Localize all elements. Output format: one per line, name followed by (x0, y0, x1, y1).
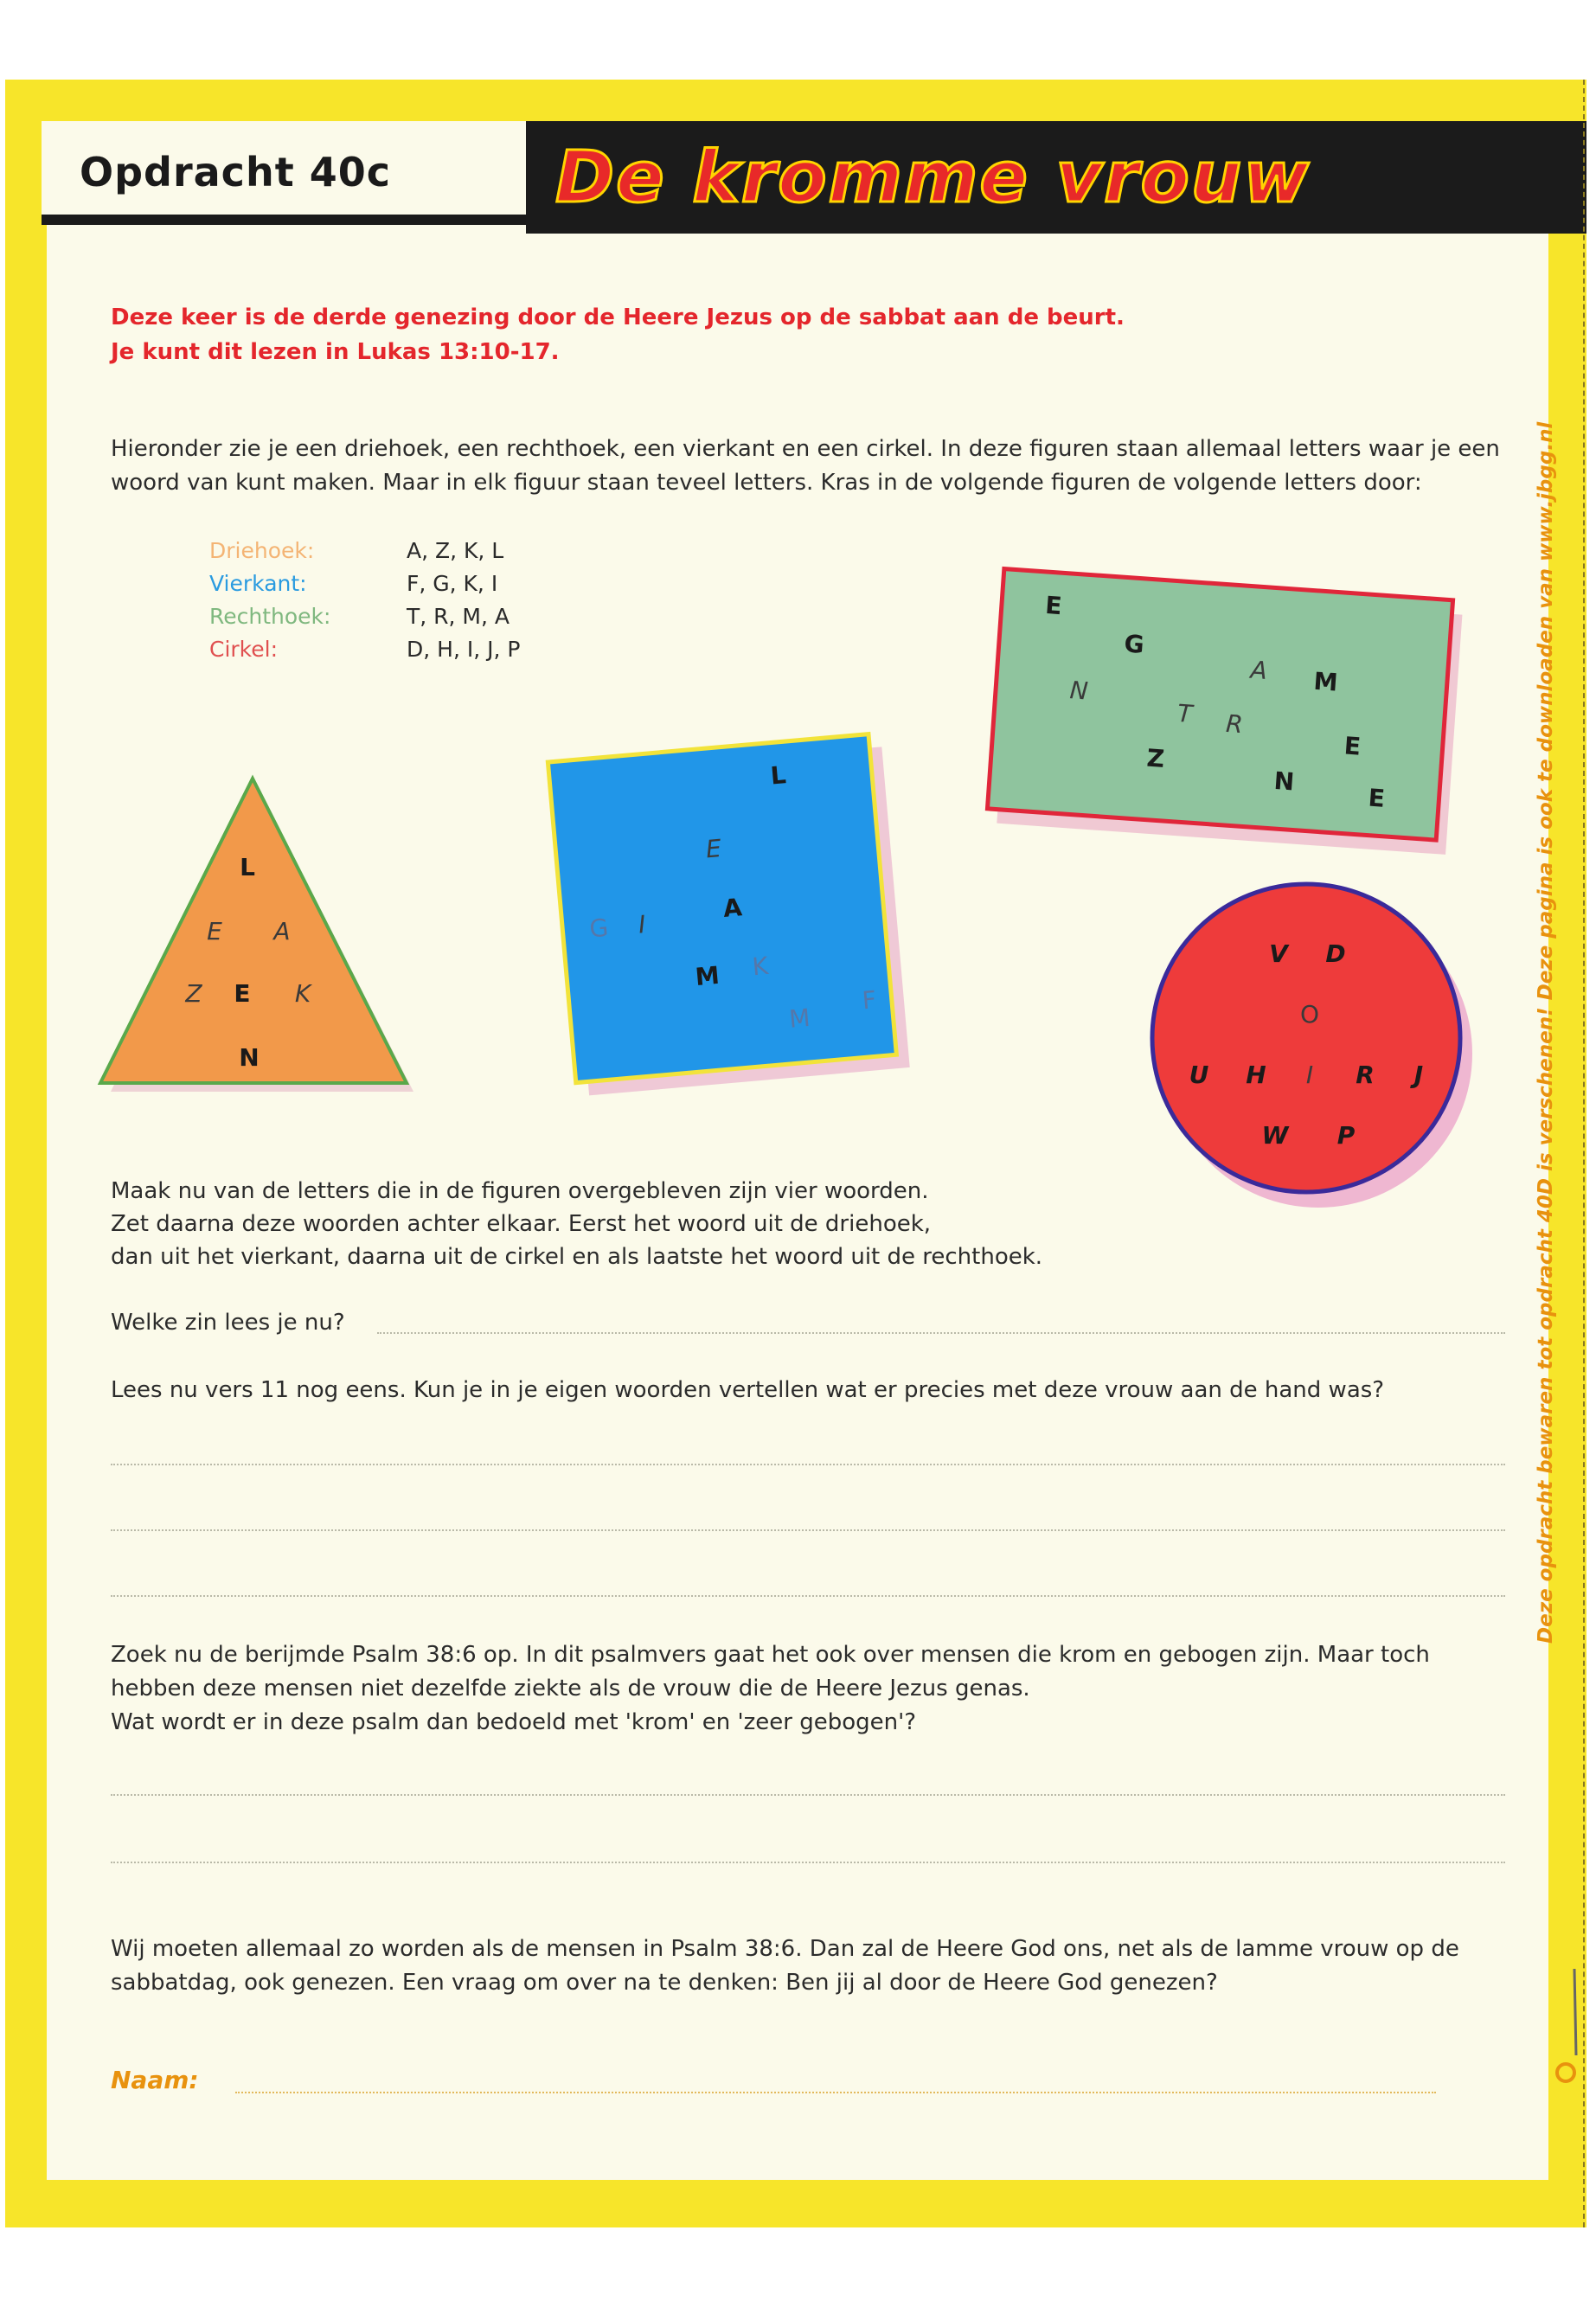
question-3-line-3: Wat wordt er in deze psalm dan bedoeld met 'krom' en 'zeer gebogen'? (111, 1709, 917, 1735)
question-2: Lees nu vers 11 nog eens. Kun je in je eigen woorden vertellen wat er precies met deze vrouw aan de hand was? (111, 1377, 1385, 1403)
circle-letter: O (1299, 1000, 1320, 1029)
answer-line-1[interactable] (377, 1332, 1505, 1334)
triangle-letter: E (234, 979, 251, 1008)
question-3-line-1: Zoek nu de berijmde Psalm 38:6 op. In dit psalmvers gaat het ook over mensen die krom en gebogen zijn. Maar toch (111, 1642, 1430, 1668)
task-text (111, 1175, 1042, 1273)
circle-letter: R (1356, 1061, 1375, 1089)
task-line-2: Zet daarna deze woorden achter elkaar. Eerst het woord uit de driehoek, (111, 1211, 932, 1237)
triangle-letter: L (240, 853, 255, 881)
question-1: Welke zin lees je nu? (111, 1310, 345, 1336)
rectangle-letter: T (1176, 698, 1194, 729)
square-letter: I (637, 909, 647, 939)
circle-letter: P (1336, 1121, 1356, 1150)
answer-line-3b[interactable] (111, 1862, 1505, 1863)
key-letters-circle: D, H, I, J, P (407, 637, 521, 662)
instructions-line-1: Hieronder zie je een driehoek, een rechthoek, een vierkant en een cirkel. In deze figuren staan allemaal letters waar je een (111, 436, 1500, 462)
answer-line-2a[interactable] (111, 1464, 1505, 1465)
rectangle-shape (986, 569, 1463, 855)
key-letters-rectangle: T, R, M, A (407, 604, 510, 629)
square-letter: F (861, 985, 878, 1016)
circle-letter: I (1305, 1061, 1314, 1089)
rectangle-letter: E (1044, 590, 1063, 621)
rectangle-letter: M (1312, 666, 1339, 697)
key-shape-triangle: Driehoek: (209, 538, 315, 563)
name-label: Naam: (111, 2066, 199, 2094)
closing-line-1: Wij moeten allemaal zo worden als de mensen in Psalm 38:6. Dan zal de Heere God ons, net als de lamme vrouw op de (111, 1936, 1459, 1962)
circle-letter: D (1325, 939, 1346, 968)
key-shape-square: Vierkant: (209, 571, 307, 596)
triangle-letter: K (294, 979, 311, 1008)
circle-letter: U (1189, 1061, 1209, 1089)
task-line-1: Maak nu van de letters die in de figuren overgebleven zijn vier woorden. (111, 1178, 929, 1204)
circle-letter: W (1261, 1121, 1289, 1150)
rectangle-letter: A (1249, 655, 1269, 685)
rectangle-letter: G (1123, 629, 1145, 659)
rectangle-letter: R (1225, 708, 1244, 740)
name-field[interactable] (235, 2092, 1436, 2093)
rectangle-letter: E (1343, 731, 1362, 761)
task-line-3: dan uit het vierkant, daarna uit de cirkel en als laatste het woord uit de rechthoek. (111, 1244, 1043, 1270)
instructions-line-2: woord van kunt maken. Maar in elk figuur staan teveel letters. Kras in de volgende figuren de volgende letters door: (111, 470, 1422, 496)
cut-line (1583, 80, 1585, 2227)
closing-text (111, 1932, 1459, 2000)
triangle-letter: E (207, 917, 222, 945)
square-shape (548, 733, 909, 1096)
square-letter: G (588, 913, 610, 944)
intro-line-2: Je kunt dit lezen in Lukas 13:10-17. (111, 339, 560, 365)
key-letters-square: F, G, K, I (407, 571, 498, 596)
rectangle-letter: N (1272, 766, 1296, 797)
intro-line-1: Deze keer is de derde genezing door de Heere Jezus op de sabbat aan de beurt. (111, 304, 1125, 330)
question-3 (111, 1638, 1430, 1740)
circle-letter: H (1246, 1061, 1266, 1089)
side-note: Deze opdracht bewaren tot opdracht 40D is verschenen! Deze pagina is ook te downloaden van www.jbgg.nl (1535, 421, 1557, 1644)
square-letter: L (769, 760, 788, 791)
closing-line-2: sabbatdag, ook genezen. Een vraag om over na te denken: Ben jij al door de Heere God genezen? (111, 1970, 1218, 1996)
page-title: De kromme vrouw (555, 137, 1311, 219)
triangle-shape (100, 779, 413, 1092)
triangle-letter: Z (185, 979, 202, 1008)
circle-shape (1152, 884, 1472, 1208)
triangle-letter: A (273, 917, 291, 945)
assignment-number: Opdracht 40c (80, 149, 391, 195)
circle-letter: J (1413, 1061, 1424, 1089)
triangle-letter: N (239, 1043, 260, 1072)
answer-line-2b[interactable] (111, 1529, 1505, 1531)
key-shape-rectangle: Rechthoek: (209, 604, 331, 629)
square-letter: M (694, 960, 721, 992)
rectangle-letter: Z (1145, 743, 1166, 773)
answer-line-3a[interactable] (111, 1794, 1505, 1796)
square-letter: K (751, 951, 770, 982)
rectangle-letter: E (1367, 783, 1387, 813)
square-letter: E (704, 834, 723, 864)
circle-letter: V (1269, 939, 1288, 968)
square-letter: M (787, 1003, 811, 1034)
key-letters-triangle: A, Z, K, L (407, 538, 504, 563)
key-shape-circle: Cirkel: (209, 637, 279, 662)
scissors-icon (1552, 1969, 1586, 2090)
question-3-line-2: hebben deze mensen niet dezelfde ziekte als de vrouw die de Heere Jezus genas. (111, 1676, 1030, 1702)
answer-line-2c[interactable] (111, 1595, 1505, 1597)
rectangle-letter: N (1068, 676, 1089, 706)
square-letter: A (721, 893, 744, 923)
